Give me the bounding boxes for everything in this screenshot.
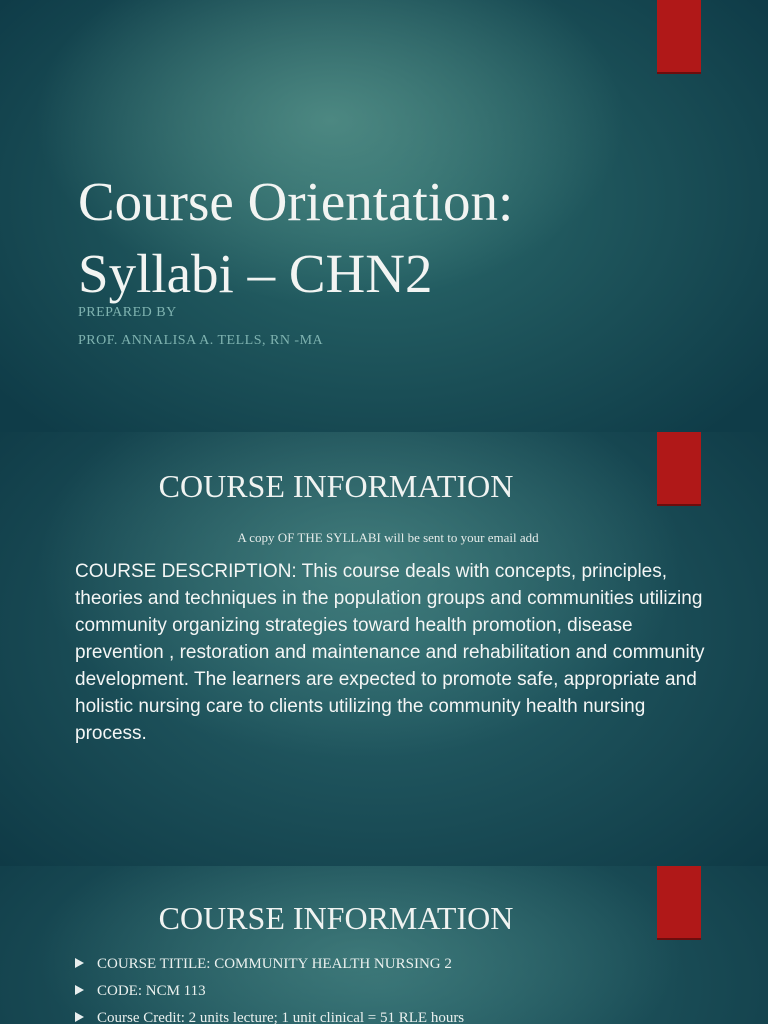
section-heading: COURSE INFORMATION: [158, 900, 514, 936]
triangle-right-icon: [75, 1012, 84, 1022]
slide-title-line-2: Syllabi – CHN2: [78, 243, 433, 304]
author-name: PROF. ANNALISA A. TELLS, RN -MA: [78, 333, 324, 348]
list-item-text: Course Credit: 2 units lecture; 1 unit clinical = 51 RLE hours: [97, 1010, 465, 1024]
course-description: COURSE DESCRIPTION: This course deals with concepts, principles, theories and techniques in the population groups and communities utilizing community organizing strategies toward health promotion, disease prevention , restoration and maintenance and rehabilitation and community development. The learners are expected to promote safe, appropriate and holistic nursing care to clients utilizing the community health nursing process.: [75, 561, 705, 744]
list-item-text: COURSE TITILE: COMMUNITY HEALTH NURSING 2: [97, 956, 452, 972]
course-description-slide: [0, 432, 768, 866]
course-details-list: [75, 954, 464, 1024]
slide-title-line-1: Course Orientation:: [78, 171, 514, 232]
prepared-by-label: PREPARED BY: [78, 305, 177, 320]
title-slide: [0, 0, 768, 432]
triangle-right-icon: [75, 958, 84, 968]
list-item: [75, 954, 464, 981]
section-heading: COURSE INFORMATION: [158, 468, 514, 504]
list-item-text: CODE: NCM 113: [97, 983, 206, 999]
list-item: [75, 1008, 464, 1024]
course-details-slide: [0, 866, 768, 1024]
syllabi-note: A copy OF THE SYLLABI will be sent to your email add: [237, 530, 539, 545]
triangle-right-icon: [75, 985, 84, 995]
red-accent-tab: [657, 0, 701, 74]
list-item: [75, 981, 464, 1008]
